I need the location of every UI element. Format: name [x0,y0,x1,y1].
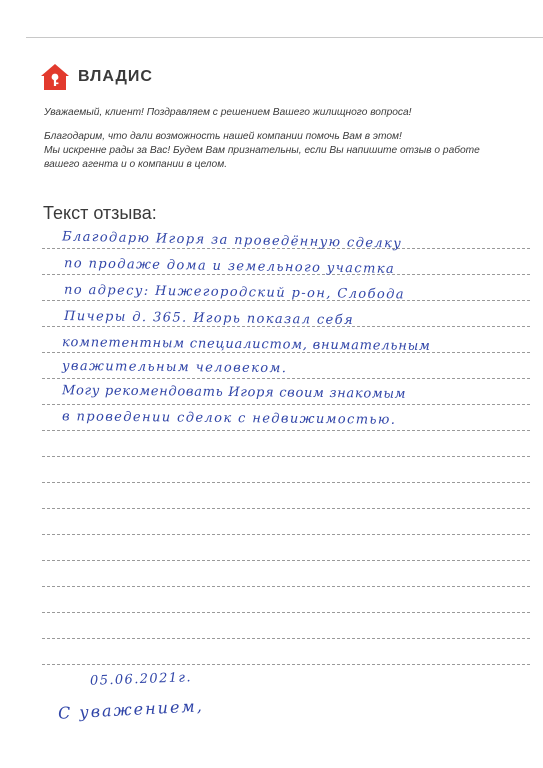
ruled-line [42,638,530,639]
greeting-text: Уважаемый, клиент! Поздравляем с решением Вашего жилищного вопроса! [44,107,412,118]
house-key-icon [40,63,70,91]
intro-line-2: Мы искренне рады за Вас! Будем Вам признательны, если Вы напишите отзыв о работе [44,145,480,156]
handwritten-line: Могу рекомендовать Игоря своим знакомым [61,383,407,402]
review-date: 05.06.2021г. [89,670,193,689]
ruled-line [42,430,530,431]
handwritten-line: по продаже дома и земельного участка [63,256,396,277]
ruled-line [42,586,530,587]
intro-line-3: вашего агента и о компании в целом. [44,159,228,170]
handwritten-line: по адресу: Нижегородский р-он, Слобода [63,282,406,303]
handwritten-line: в проведении сделок с недвижимостью. [61,409,397,428]
intro-text [44,106,524,172]
handwritten-line: компетентным специалистом, внимательным [61,335,431,354]
handwritten-line: уважительным человеком. [61,358,288,377]
ruled-line [42,612,530,613]
ruled-line [42,534,530,535]
ruled-line [42,664,530,665]
brand-name: ВЛАДИС [78,68,153,85]
ruled-line [42,508,530,509]
intro-line-1: Благодарим, что дали возможность нашей компании помочь Вам в этом! [44,131,402,142]
ruled-line [42,404,530,405]
review-heading: Текст отзыва: [43,203,157,223]
ruled-line [42,482,530,483]
ruled-line [42,378,530,379]
top-divider [26,37,543,38]
closing-signature: С уважением, [57,696,205,723]
ruled-line [42,456,530,457]
brand-logo [40,63,153,91]
handwritten-line: Пичеры д. 365. Игорь показал себя [63,308,355,329]
handwritten-line: Благодарю Игоря за проведённую сделку [61,229,403,252]
ruled-line [42,560,530,561]
